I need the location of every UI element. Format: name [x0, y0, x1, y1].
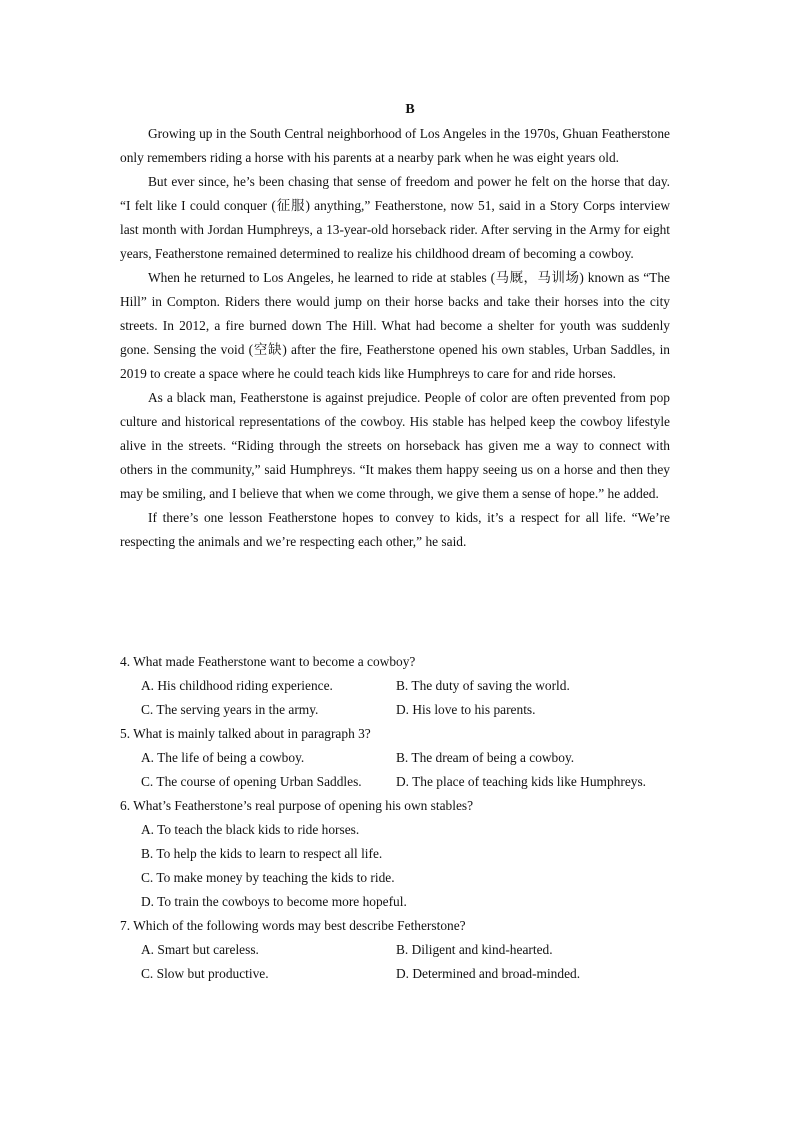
option-b: B. Diligent and kind-hearted. — [396, 942, 553, 957]
passage-paragraph-3: When he returned to Los Angeles, he learned to ride at stables (马厩，马训场) known as “The Hill” in Compton. Riders there would jump on their horse backs and take their horses into the city streets. In 2012, a fire burned down The Hill. What had become a shelter for youth was suddenly gone. Sensing the void (空缺) after the fire, Featherstone opened his own stables, Urban Saddles, in 2019 to create a space where he could teach kids like Humphreys to care for and ride horses. — [120, 270, 670, 381]
question-7 — [120, 914, 680, 986]
passage-paragraph-4: As a black man, Featherstone is against prejudice. People of color are often prevented from pop culture and historical representations of the cowboy. His stable has helped keep the cowboy lifestyle alive in the streets. “Riding through the streets on horseback has given me a way to connect with others in the community,” said Humphreys. “It makes them happy seeing us on a horse and then they may be smiling, and I believe that when we come through, we give them a sense of hope.” he added. — [120, 390, 670, 501]
option-c: C. To make money by teaching the kids to ride. — [141, 870, 395, 885]
passage-paragraph-1: Growing up in the South Central neighborhood of Los Angeles in the 1970s, Ghuan Featherstone only remembers riding a horse with his parents at a nearby park when he was eight years old. — [120, 126, 670, 165]
option-a: A. Smart but careless. — [141, 942, 259, 957]
question-5 — [120, 722, 680, 794]
question-4 — [120, 650, 680, 722]
option-c: C. Slow but productive. — [141, 966, 269, 981]
option-c: C. The serving years in the army. — [141, 702, 319, 717]
passage-paragraph-2: But ever since, he’s been chasing that sense of freedom and power he felt on the horse that day. “I felt like I could conquer (征服) anything,” Featherstone, now 51, said in a Story Corps interview last month with Jordan Humphreys, a 13-year-old horseback rider. After serving in the Army for eight years, Featherstone remained determined to realize his childhood dream of becoming a cowboy. — [120, 174, 670, 261]
question-stem: 4. What made Featherstone want to become a cowboy? — [120, 654, 416, 669]
reading-passage — [120, 122, 670, 554]
question-stem: 6. What’s Featherstone’s real purpose of opening his own stables? — [120, 798, 474, 813]
question-stem: 5. What is mainly talked about in paragraph 3? — [120, 726, 371, 741]
option-a: A. The life of being a cowboy. — [141, 750, 305, 765]
question-stem: 7. Which of the following words may best describe Fetherstone? — [120, 918, 466, 933]
question-list — [120, 650, 680, 986]
option-d: D. Determined and broad-minded. — [396, 966, 581, 981]
option-c: C. The course of opening Urban Saddles. — [141, 774, 362, 789]
option-b: B. The dream of being a cowboy. — [396, 750, 575, 765]
option-d: D. To train the cowboys to become more hopeful. — [141, 894, 407, 909]
question-6 — [120, 794, 680, 914]
option-d: D. The place of teaching kids like Humphreys. — [396, 774, 647, 789]
option-b: B. The duty of saving the world. — [396, 678, 570, 693]
section-title: B — [405, 102, 415, 117]
option-a: A. To teach the black kids to ride horses. — [141, 822, 360, 837]
option-grid — [120, 674, 680, 722]
option-grid — [120, 938, 680, 986]
option-b: B. To help the kids to learn to respect all life. — [141, 846, 383, 861]
option-list — [120, 818, 680, 914]
option-d: D. His love to his parents. — [396, 702, 536, 717]
option-a: A. His childhood riding experience. — [141, 678, 333, 693]
passage-paragraph-5: If there’s one lesson Featherstone hopes to convey to kids, it’s a respect for all life. “We’re respecting the animals and we’re respecting each other,” he said. — [120, 510, 670, 549]
option-grid — [120, 746, 680, 794]
